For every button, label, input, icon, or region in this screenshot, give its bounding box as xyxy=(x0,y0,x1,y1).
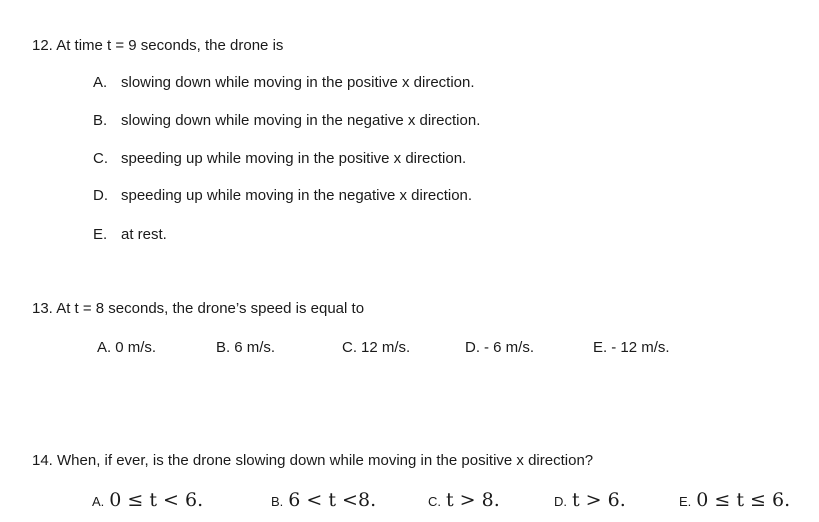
choice-text: t > 6. xyxy=(572,489,626,511)
choice-text: 0 m/s. xyxy=(115,339,157,356)
choice-letter: C. xyxy=(428,494,441,509)
choice-letter: D. xyxy=(93,187,108,204)
choice-text: slowing down while moving in the positive x direction. xyxy=(121,74,475,91)
q12-choice-c[interactable] xyxy=(93,150,466,167)
choice-letter: D. xyxy=(465,339,480,356)
q13-choice-a[interactable] xyxy=(97,339,156,356)
q14-choice-b[interactable] xyxy=(271,489,376,511)
choice-text: slowing down while moving in the negative x direction. xyxy=(121,112,481,129)
q13-choice-b[interactable] xyxy=(216,339,275,356)
choice-letter: A. xyxy=(97,339,112,356)
choice-letter: C. xyxy=(342,339,357,356)
q14-choice-e[interactable] xyxy=(679,489,790,511)
q13-choice-e[interactable] xyxy=(593,339,670,356)
choice-letter: B. xyxy=(271,494,284,509)
choice-letter: A. xyxy=(93,74,108,91)
q14-choice-c[interactable] xyxy=(428,489,500,511)
choice-text: speeding up while moving in the positive x direction. xyxy=(121,150,467,167)
q14-choice-a[interactable] xyxy=(92,489,203,511)
choice-text: at rest. xyxy=(121,226,167,243)
choice-letter: E. xyxy=(679,494,692,509)
question-14-stem: 14. When, if ever, is the drone slowing down while moving in the positive x direction? xyxy=(32,452,594,469)
q13-choice-d[interactable] xyxy=(465,339,534,356)
choice-letter: D. xyxy=(554,494,567,509)
choice-text: 0 ≤ t ≤ 6. xyxy=(696,489,791,511)
choice-text: - 6 m/s. xyxy=(484,339,535,356)
q13-choice-c[interactable] xyxy=(342,339,410,356)
choice-text: 12 m/s. xyxy=(361,339,411,356)
choice-letter: E. xyxy=(593,339,608,356)
choice-text: 0 ≤ t < 6. xyxy=(109,489,204,511)
q12-choice-b[interactable] xyxy=(93,112,480,129)
choice-letter: A. xyxy=(92,494,105,509)
q12-choice-e[interactable] xyxy=(93,226,167,243)
choice-text: - 12 m/s. xyxy=(611,339,670,356)
choice-letter: E. xyxy=(93,226,108,243)
choice-text: 6 < t <8. xyxy=(288,489,377,511)
q14-choice-d[interactable] xyxy=(554,489,626,511)
choice-letter: B. xyxy=(93,112,108,129)
q12-choice-d[interactable] xyxy=(93,187,472,204)
question-13-stem: 13. At t = 8 seconds, the drone’s speed is equal to xyxy=(32,300,365,317)
choice-letter: C. xyxy=(93,150,108,167)
q12-choice-a[interactable] xyxy=(93,74,475,91)
choice-text: 6 m/s. xyxy=(234,339,276,356)
choice-text: t > 8. xyxy=(446,489,500,511)
choice-text: speeding up while moving in the negative x direction. xyxy=(121,187,473,204)
choice-letter: B. xyxy=(216,339,231,356)
question-12-stem: 12. At time t = 9 seconds, the drone is xyxy=(32,37,284,54)
